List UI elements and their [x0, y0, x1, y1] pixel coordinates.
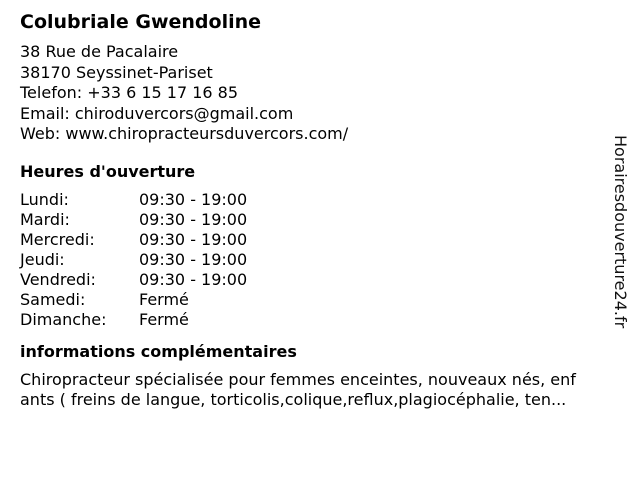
- street-address: 38 Rue de Pacalaire: [20, 42, 179, 61]
- time-value: 09:30 - 19:00: [139, 189, 248, 209]
- description-line: ants ( freins de langue, torticolis,colique,reflux,plagiocéphalie, ten...: [20, 389, 567, 409]
- contact-block: [20, 42, 610, 145]
- day-label: Samedi:: [20, 289, 86, 309]
- day-label: Jeudi:: [20, 249, 65, 269]
- description-text: [20, 370, 620, 410]
- hours-row: [20, 230, 610, 250]
- time-value: 09:30 - 19:00: [139, 229, 248, 249]
- hours-row: [20, 290, 610, 310]
- day-label: Mardi:: [20, 209, 70, 229]
- time-value: Fermé: [139, 289, 189, 309]
- hours-row: [20, 310, 610, 330]
- website-link[interactable]: Web: www.chiropracteursduvercors.com/: [20, 124, 349, 143]
- time-value: Fermé: [139, 309, 189, 329]
- day-label: Vendredi:: [20, 269, 96, 289]
- hours-row: [20, 210, 610, 230]
- time-value: 09:30 - 19:00: [139, 269, 248, 289]
- time-value: 09:30 - 19:00: [139, 249, 248, 269]
- city-postcode: 38170 Seyssinet-Pariset: [20, 62, 213, 82]
- description-line: Chiropracteur spécialisée pour femmes enceintes, nouveaux nés, enf: [20, 369, 576, 389]
- hours-row: [20, 270, 610, 290]
- opening-hours-table: [20, 190, 610, 330]
- hours-row: [20, 190, 610, 210]
- time-value: 09:30 - 19:00: [139, 209, 248, 229]
- phone-number[interactable]: Telefon: +33 6 15 17 16 85: [20, 83, 239, 102]
- site-watermark: [612, 135, 632, 345]
- hours-heading: Heures d'ouverture: [20, 161, 196, 181]
- day-label: Lundi:: [20, 189, 69, 209]
- watermark-text: Horairesdouverture24.fr: [611, 135, 630, 329]
- day-label: Dimanche:: [20, 309, 107, 329]
- day-label: Mercredi:: [20, 229, 95, 249]
- business-name: Colubriale Gwendoline: [20, 11, 262, 33]
- email-address[interactable]: Email: chiroduvercors@gmail.com: [20, 103, 294, 123]
- business-card: [20, 10, 610, 410]
- info-heading: informations complémentaires: [20, 341, 297, 361]
- hours-row: [20, 250, 610, 270]
